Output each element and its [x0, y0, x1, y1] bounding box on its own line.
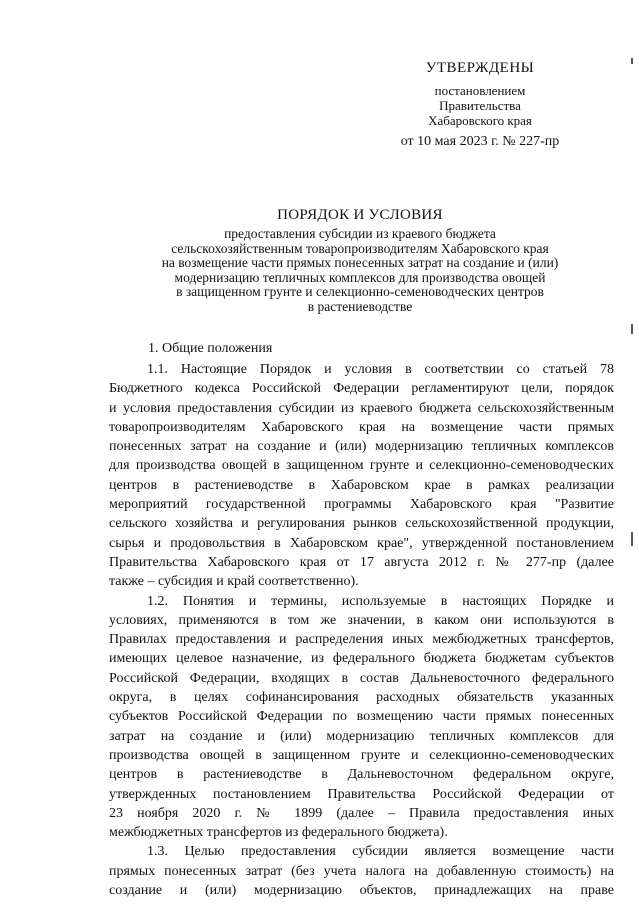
approval-line: Правительства: [439, 98, 521, 113]
paragraph-1-1-line: Бюджетного кодекса Российской Федерации регламентируют цели, порядок: [109, 381, 614, 397]
document-subtitle: [110, 227, 610, 315]
paragraph-1-1-line: товаропроизводителям Хабаровского края на возмещение части прямых: [109, 419, 614, 435]
paragraph-1-1-line: мероприятий государственной программы Хабаровского края "Развитие: [109, 497, 614, 513]
paragraph-1-1-line: понесенных затрат на создание и (или) модернизацию тепличных комплексов: [109, 439, 614, 455]
paragraph-1-3-line: 1.3. Целью предоставления субсидии является возмещение части: [147, 844, 614, 860]
paragraph-1-1-line: также – субсидия и край соответственно).: [109, 574, 359, 590]
paragraph-1-1-line: Правительства Хабаровского края от 17 августа 2012 г. № 277-пр (далее: [109, 554, 614, 570]
body-text: [109, 360, 614, 900]
paragraph-1-2-line: утвержденных постановлением Правительства Российской Федерации от: [109, 786, 614, 802]
paragraph-1-2-line: 1.2. Понятия и термины, используемые в настоящих Порядке и: [147, 593, 614, 609]
approval-title: УТВЕРЖДЕНЫ: [425, 60, 535, 76]
paragraph-1-2-line: субъектов Российской Федерации по возмещению части прямых понесенных: [109, 709, 614, 725]
paragraph-1-2-line: 23 ноября 2020 г. № 1899 (далее – Правила предоставления иных: [109, 805, 614, 821]
document-title: ПОРЯДОК И УСЛОВИЯ: [277, 207, 443, 223]
paragraph-1-2-line: округа, в целях софинансирования расходных обязательств указанных: [109, 690, 614, 706]
paragraph-1-3-line: прямых понесенных затрат (без учета налога на добавленную стоимость) на: [109, 863, 614, 879]
paragraph-1-3-line: создание и (или) модернизацию объектов, принадлежащих на праве: [109, 883, 614, 899]
paragraph-1-1-line: сырья и продовольствия в Хабаровском крае", утвержденной постановлением: [109, 535, 614, 551]
paragraph-1-1-line: для производства овощей в защищенном грунте и селекционно-семеноводческих: [109, 458, 614, 474]
section-heading: 1. Общие положения: [148, 341, 273, 356]
subtitle-line: в защищенном грунте и селекционно-семеноводческих центров: [176, 284, 544, 300]
subtitle-line: на возмещение части прямых понесенных затрат на создание и (или): [161, 255, 559, 271]
approval-date: от 10 мая 2023 г. № 227-пр: [400, 134, 560, 149]
paragraph-1-2-line: Российской Федерации, входящих в состав Дальневосточного федерального: [109, 670, 614, 686]
subtitle-line: сельскохозяйственным товаропроизводителям Хабаровского края: [171, 240, 549, 256]
paragraph-1-1-line: сельского хозяйства и регулирования рынков сельскохозяйственной продукции,: [109, 516, 614, 532]
subtitle-line: предоставления субсидии из краевого бюджета: [224, 226, 496, 241]
paragraph-1-2-line: затрат на создание и (или) модернизацию тепличных комплексов для: [109, 728, 614, 744]
paragraph-1-1-line: 1.1. Настоящие Порядок и условия в соответствии со статьей 78: [147, 362, 614, 377]
paragraph-1-2-line: Правилах предоставления и распределения иных межбюджетных трансфертов,: [109, 632, 614, 648]
scan-edge-mark-bottom: [631, 532, 633, 546]
paragraph-1-2-line: производства овощей в защищенном грунте и селекционно-семеноводческих: [109, 747, 614, 763]
subtitle-line: модернизацию тепличных комплексов для производства овощей: [174, 269, 546, 285]
paragraph-1-2-line: условиях, применяются в том же значении, в каком они используются в: [109, 612, 614, 628]
scan-edge-mark-middle: [631, 324, 633, 334]
approval-stamp: [380, 60, 580, 150]
scan-edge-mark-top: [631, 58, 633, 64]
paragraph-1-2-line: межбюджетных трансфертов из федерального бюджета).: [109, 825, 448, 841]
paragraph-1-1-line: центров в растениеводстве в Хабаровском крае в рамках реализации: [109, 477, 614, 493]
paragraph-1-2-line: имеющих целевое назначение, из федерального бюджета бюджетам субъектов: [109, 651, 614, 667]
paragraph-1-1-line: и условия предоставления субсидии из краевого бюджета сельскохозяйственным: [109, 400, 614, 416]
paragraph-1-2-line: центров в растениеводстве в Дальневосточном федеральном округе,: [109, 767, 614, 783]
approval-line: Хабаровского края: [428, 113, 532, 128]
subtitle-line: в растениеводстве: [307, 298, 413, 314]
approval-line: постановлением: [434, 83, 526, 98]
